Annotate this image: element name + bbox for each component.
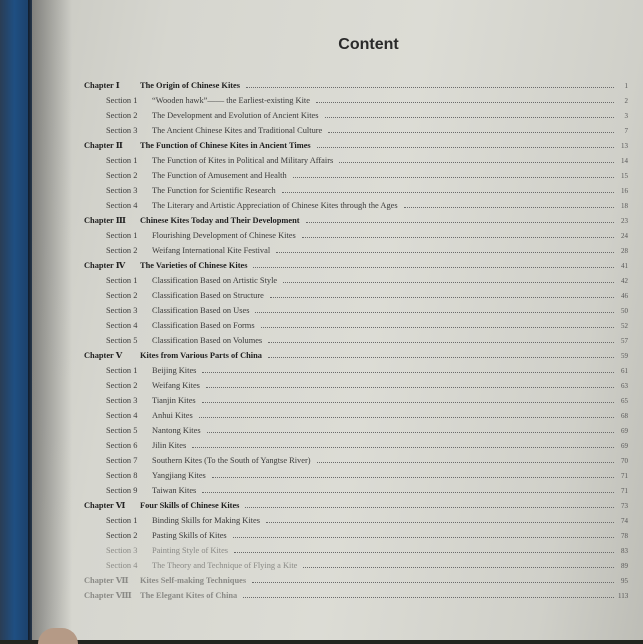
dot-leader xyxy=(266,522,614,523)
section-title: Jilin Kites xyxy=(152,441,187,450)
dot-leader xyxy=(325,117,614,118)
chapter-entry xyxy=(84,574,628,588)
dot-leader xyxy=(317,462,614,463)
page-number: 42 xyxy=(621,277,628,285)
page-number: 113 xyxy=(618,592,629,600)
chapter-label: Chapter Ⅲ xyxy=(84,216,126,225)
section-title: Beijing Kites xyxy=(152,366,197,375)
section-entry xyxy=(106,439,628,453)
dot-leader xyxy=(283,282,614,283)
dot-leader xyxy=(270,297,614,298)
dot-leader xyxy=(212,477,614,478)
page-number: 89 xyxy=(621,562,628,570)
section-title: Pasting Skills of Kites xyxy=(152,531,227,540)
dot-leader xyxy=(202,402,614,403)
section-title: Classification Based on Uses xyxy=(152,306,250,315)
section-title: The Literary and Artistic Appreciation of Chinese Kites through the Ages xyxy=(152,201,398,210)
dot-leader xyxy=(202,372,614,373)
section-entry xyxy=(106,304,628,318)
page-number: 41 xyxy=(621,262,628,270)
chapter-entry xyxy=(84,589,628,603)
dot-leader xyxy=(303,567,614,568)
dot-leader xyxy=(306,222,614,223)
dot-leader xyxy=(245,507,614,508)
section-title: Southern Kites (To the South of Yangtse River) xyxy=(152,456,311,465)
section-entry xyxy=(106,484,628,498)
dot-leader xyxy=(234,552,614,553)
section-entry xyxy=(106,454,628,468)
section-title: The Ancient Chinese Kites and Traditional Culture xyxy=(152,126,323,135)
section-title: Classification Based on Forms xyxy=(152,321,255,330)
dot-leader xyxy=(276,252,614,253)
page-number: 83 xyxy=(621,547,628,555)
chapter-label: Chapter Ⅰ xyxy=(84,81,120,90)
section-label: Section 2 xyxy=(106,291,138,300)
section-entry xyxy=(106,424,628,438)
section-entry xyxy=(106,154,628,168)
page-number: 46 xyxy=(621,292,628,300)
page-number: 95 xyxy=(621,577,628,585)
section-title: The Function of Kites in Political and Military Affairs xyxy=(152,156,334,165)
section-title: The Development and Evolution of Ancient Kites xyxy=(152,111,319,120)
page-number: 57 xyxy=(621,337,628,345)
chapter-label: Chapter Ⅴ xyxy=(84,351,123,360)
section-entry xyxy=(106,244,628,258)
chapter-title: Kites Self-making Techniques xyxy=(140,576,247,585)
chapter-label: Chapter Ⅳ xyxy=(84,261,126,270)
section-label: Section 4 xyxy=(106,411,138,420)
section-entry xyxy=(106,529,628,543)
page-number: 78 xyxy=(621,532,628,540)
dot-leader xyxy=(261,327,614,328)
page-number: 50 xyxy=(621,307,628,315)
section-entry xyxy=(106,169,628,183)
section-label: Section 1 xyxy=(106,231,138,240)
section-entry xyxy=(106,124,628,138)
dot-leader xyxy=(268,357,614,358)
page-number: 63 xyxy=(621,382,628,390)
section-label: Section 2 xyxy=(106,111,138,120)
chapter-entry xyxy=(84,349,628,363)
page-number: 68 xyxy=(621,412,628,420)
page-number: 18 xyxy=(621,202,628,210)
section-entry xyxy=(106,94,628,108)
section-label: Section 4 xyxy=(106,201,138,210)
section-entry xyxy=(106,544,628,558)
section-label: Section 9 xyxy=(106,486,138,495)
dot-leader xyxy=(268,342,614,343)
chapter-title: The Varieties of Chinese Kites xyxy=(140,261,248,270)
section-label: Section 2 xyxy=(106,171,138,180)
section-label: Section 3 xyxy=(106,396,138,405)
chapter-title: The Function of Chinese Kites in Ancient Times xyxy=(140,141,311,150)
section-title: Classification Based on Volumes xyxy=(152,336,263,345)
section-entry xyxy=(106,229,628,243)
chapter-title: Four Skills of Chinese Kites xyxy=(140,501,240,510)
dot-leader xyxy=(253,267,614,268)
dot-leader xyxy=(192,447,614,448)
section-title: Flourishing Development of Chinese Kites xyxy=(152,231,296,240)
page-number: 3 xyxy=(624,112,628,120)
chapter-title: The Elegant Kites of China xyxy=(140,591,238,600)
section-entry xyxy=(106,364,628,378)
section-entry xyxy=(106,409,628,423)
section-entry xyxy=(106,184,628,198)
section-title: Classification Based on Artistic Style xyxy=(152,276,278,285)
section-label: Section 1 xyxy=(106,516,138,525)
section-label: Section 1 xyxy=(106,366,138,375)
page-number: 65 xyxy=(621,397,628,405)
dot-leader xyxy=(293,177,614,178)
section-label: Section 5 xyxy=(106,336,138,345)
section-label: Section 5 xyxy=(106,426,138,435)
dot-leader xyxy=(282,192,614,193)
section-title: Classification Based on Structure xyxy=(152,291,264,300)
dot-leader xyxy=(328,132,614,133)
page-number: 2 xyxy=(624,97,628,105)
page-number: 70 xyxy=(621,457,628,465)
chapter-entry xyxy=(84,139,628,153)
chapter-title: The Origin of Chinese Kites xyxy=(140,81,241,90)
section-title: Anhui Kites xyxy=(152,411,193,420)
section-entry xyxy=(106,319,628,333)
page-number: 15 xyxy=(621,172,628,180)
section-entry xyxy=(106,379,628,393)
chapter-label: Chapter Ⅱ xyxy=(84,141,123,150)
chapter-entry xyxy=(84,259,628,273)
chapter-title: Chinese Kites Today and Their Development xyxy=(140,216,300,225)
dot-leader xyxy=(207,432,614,433)
page-number: 28 xyxy=(621,247,628,255)
page-number: 13 xyxy=(621,142,628,150)
section-label: Section 3 xyxy=(106,306,138,315)
section-label: Section 3 xyxy=(106,186,138,195)
section-entry xyxy=(106,334,628,348)
chapter-entry xyxy=(84,214,628,228)
section-title: Binding Skills for Making Kites xyxy=(152,516,260,525)
section-entry xyxy=(106,199,628,213)
section-title: The Theory and Technique of Flying a Kite xyxy=(152,561,298,570)
dot-leader xyxy=(317,147,614,148)
section-title: Weifang International Kite Festival xyxy=(152,246,271,255)
chapter-title: Kites from Various Parts of China xyxy=(140,351,262,360)
page-number: 74 xyxy=(621,517,628,525)
page-number: 23 xyxy=(621,217,628,225)
section-entry xyxy=(106,394,628,408)
section-entry xyxy=(106,469,628,483)
page-number: 69 xyxy=(621,427,628,435)
section-title: Taiwan Kites xyxy=(152,486,197,495)
section-label: Section 4 xyxy=(106,321,138,330)
section-label: Section 8 xyxy=(106,471,138,480)
page-number: 59 xyxy=(621,352,628,360)
page-number: 52 xyxy=(621,322,628,330)
section-label: Section 6 xyxy=(106,441,138,450)
page-number: 7 xyxy=(624,127,628,135)
section-label: Section 4 xyxy=(106,561,138,570)
section-label: Section 2 xyxy=(106,381,138,390)
section-title: Weifang Kites xyxy=(152,381,200,390)
page-number: 1 xyxy=(624,82,628,90)
page-title: Content xyxy=(338,36,399,53)
section-label: Section 3 xyxy=(106,546,138,555)
section-title: “Wooden hawk”—— the Earliest-existing Kite xyxy=(152,96,310,105)
dot-leader xyxy=(252,582,614,583)
chapter-entry xyxy=(84,499,628,513)
section-label: Section 7 xyxy=(106,456,138,465)
section-entry xyxy=(106,514,628,528)
dot-leader xyxy=(199,417,614,418)
section-title: The Function of Amusement and Health xyxy=(152,171,287,180)
page-number: 61 xyxy=(621,367,628,375)
section-title: Painting Style of Kites xyxy=(152,546,229,555)
page-number: 69 xyxy=(621,442,628,450)
section-label: Section 3 xyxy=(106,126,138,135)
page-number: 71 xyxy=(621,487,628,495)
page-number: 16 xyxy=(621,187,628,195)
chapter-label: Chapter Ⅷ xyxy=(84,591,132,600)
book-page xyxy=(32,0,643,640)
dot-leader xyxy=(246,87,614,88)
chapter-label: Chapter Ⅶ xyxy=(84,576,129,585)
dot-leader xyxy=(206,387,614,388)
dot-leader xyxy=(404,207,614,208)
dot-leader xyxy=(302,237,614,238)
page-number: 24 xyxy=(621,232,628,240)
section-title: The Function for Scientific Research xyxy=(152,186,276,195)
chapter-entry xyxy=(84,79,628,93)
section-label: Section 1 xyxy=(106,156,138,165)
dot-leader xyxy=(316,102,614,103)
section-label: Section 1 xyxy=(106,96,138,105)
dot-leader xyxy=(243,597,614,598)
section-entry xyxy=(106,289,628,303)
section-title: Nantong Kites xyxy=(152,426,201,435)
dot-leader xyxy=(339,162,614,163)
section-entry xyxy=(106,559,628,573)
section-label: Section 2 xyxy=(106,246,138,255)
section-entry xyxy=(106,274,628,288)
dot-leader xyxy=(202,492,614,493)
section-title: Tianjin Kites xyxy=(152,396,196,405)
page-number: 71 xyxy=(621,472,628,480)
section-entry xyxy=(106,109,628,123)
chapter-label: Chapter Ⅵ xyxy=(84,501,126,510)
section-label: Section 2 xyxy=(106,531,138,540)
section-title: Yangjiang Kites xyxy=(152,471,206,480)
page-number: 73 xyxy=(621,502,628,510)
dot-leader xyxy=(233,537,614,538)
page-number: 14 xyxy=(621,157,628,165)
section-label: Section 1 xyxy=(106,276,138,285)
dot-leader xyxy=(255,312,614,313)
